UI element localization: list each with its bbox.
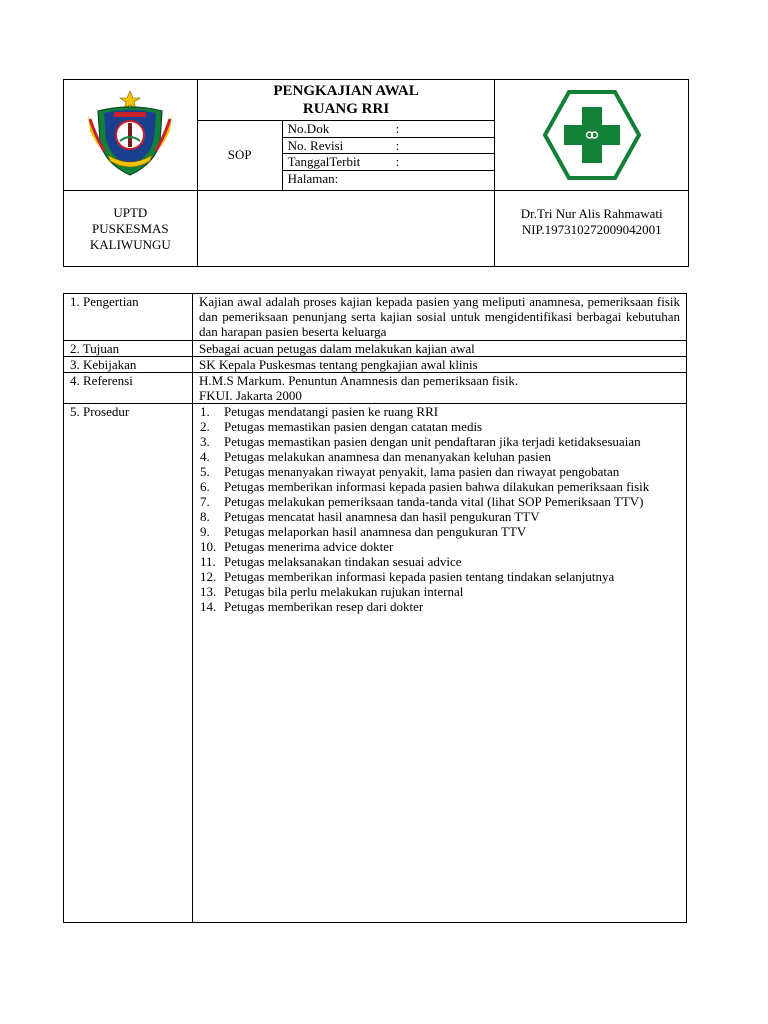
section-text-pengertian: Kajian awal adalah proses kajian kepada pasien yang meliputi anamnesa, pemeriksaan fisik dan pemeriksaan penunjang serta kajian sosial untuk mengidentifikasi berbagai kebutuhan dan harapan pasien beserta keluarga (193, 294, 687, 341)
procedure-step (200, 449, 678, 464)
section-text-tujuan: Sebagai acuan petugas dalam melakukan kajian awal (193, 341, 687, 357)
kendal-regency-logo-icon (84, 89, 176, 181)
meta-tanggal-terbit: TanggalTerbit : (283, 154, 495, 171)
procedure-step-number: 2. (200, 419, 210, 434)
signer-name: Dr.Tri Nur Alis Rahmawati (520, 205, 663, 221)
title-meta-cell (197, 80, 495, 191)
procedure-step (200, 554, 678, 569)
puskesmas-logo-cell (495, 80, 689, 191)
empty-middle-cell (197, 191, 495, 267)
puskesmas-logo-icon (542, 89, 642, 181)
procedure-step (200, 569, 678, 584)
procedure-step-text: Petugas memastikan pasien dengan catatan medis (224, 419, 483, 434)
meta-fields (282, 120, 494, 190)
procedure-step-text: Petugas melakukan anamnesa dan menanyakan keluhan pasien (224, 449, 552, 464)
procedure-step-text: Petugas melakukan pemeriksaan tanda-tanda vital (lihat SOP Pemeriksaan TTV) (224, 494, 644, 509)
section-label-prosedur: 5. Prosedur (64, 404, 193, 923)
procedure-step (200, 494, 678, 509)
procedure-step-number: 3. (200, 434, 210, 449)
procedure-step-number: 7. (200, 494, 210, 509)
procedure-step-text: Petugas mencatat hasil anamnesa dan hasil pengukuran TTV (224, 509, 540, 524)
procedure-step-number: 8. (200, 509, 210, 524)
title-line-1: PENGKAJIAN AWAL (273, 82, 419, 99)
sop-content-table (63, 293, 687, 923)
org-line-3: KALIWUNGU (89, 236, 171, 252)
referensi-line-2: FKUI. Jakarta 2000 (199, 388, 302, 403)
section-label-kebijakan: 3. Kebijakan (64, 357, 193, 373)
procedure-step-text: Petugas menanyakan riwayat penyakit, lama pasien dan riwayat pengobatan (224, 464, 620, 479)
procedure-step (200, 539, 678, 554)
section-prosedur-steps (193, 404, 687, 923)
signer-nip: NIP.197310272009042001 (521, 221, 662, 237)
document-title (198, 80, 495, 120)
procedure-step-number: 1. (200, 404, 210, 419)
section-label-tujuan: 2. Tujuan (64, 341, 193, 357)
procedure-step (200, 584, 678, 599)
procedure-step-number: 6. (200, 479, 210, 494)
procedure-step (200, 464, 678, 479)
procedure-step (200, 509, 678, 524)
procedure-step (200, 434, 678, 449)
section-label-referensi: 4. Referensi (64, 373, 193, 404)
meta-no-revisi: No. Revisi : (283, 138, 495, 154)
procedure-step-number: 4. (200, 449, 210, 464)
procedure-step-number: 14. (200, 599, 217, 614)
referensi-line-1: H.M.S Markum. Penuntun Anamnesis dan pemeriksaan fisik. (199, 373, 519, 388)
meta-halaman: Halaman: (287, 170, 339, 186)
procedure-step-number: 12. (200, 569, 217, 584)
procedure-step-text: Petugas melaksanakan tindakan sesuai advice (224, 554, 462, 569)
title-line-2: RUANG RRI (302, 100, 390, 117)
sop-header-table (63, 79, 689, 267)
procedure-step (200, 479, 678, 494)
org-name (64, 191, 198, 267)
section-text-referensi (193, 373, 687, 404)
procedure-step-text: Petugas menerima advice dokter (224, 539, 394, 554)
section-text-kebijakan: SK Kepala Puskesmas tentang pengkajian awal klinis (193, 357, 687, 373)
procedure-step (200, 404, 678, 419)
procedure-step-number: 5. (200, 464, 210, 479)
procedure-step (200, 599, 678, 614)
kendal-logo-cell (64, 80, 198, 191)
procedure-step-number: 9. (200, 524, 210, 539)
procedure-step-text: Petugas melaporkan hasil anamnesa dan pengukuran TTV (224, 524, 527, 539)
procedure-step-text: Petugas memberikan resep dari dokter (224, 599, 424, 614)
meta-no-dok: No.Dok : (283, 121, 495, 138)
section-label-pengertian: 1. Pengertian (64, 294, 193, 341)
procedure-step-number: 13. (200, 584, 217, 599)
sop-label: SOP (198, 120, 283, 190)
procedure-step-text: Petugas memberikan informasi kepada pasien bahwa dilakukan pemeriksaan fisik (224, 479, 650, 494)
procedure-step-number: 10. (200, 539, 217, 554)
org-line-1: UPTD (113, 204, 148, 220)
signer-block (495, 191, 689, 267)
procedure-step-number: 11. (200, 554, 216, 569)
procedure-step-text: Petugas bila perlu melakukan rujukan internal (224, 584, 464, 599)
procedure-step-text: Petugas memastikan pasien dengan unit pendaftaran jika terjadi ketidaksesuaian (224, 434, 641, 449)
procedure-step (200, 419, 678, 434)
procedure-list (200, 404, 678, 614)
org-line-2: PUSKESMAS (92, 220, 169, 236)
procedure-step-text: Petugas memberikan informasi kepada pasien tentang tindakan selanjutnya (224, 569, 615, 584)
procedure-step (200, 524, 678, 539)
procedure-step-text: Petugas mendatangi pasien ke ruang RRI (224, 404, 439, 419)
